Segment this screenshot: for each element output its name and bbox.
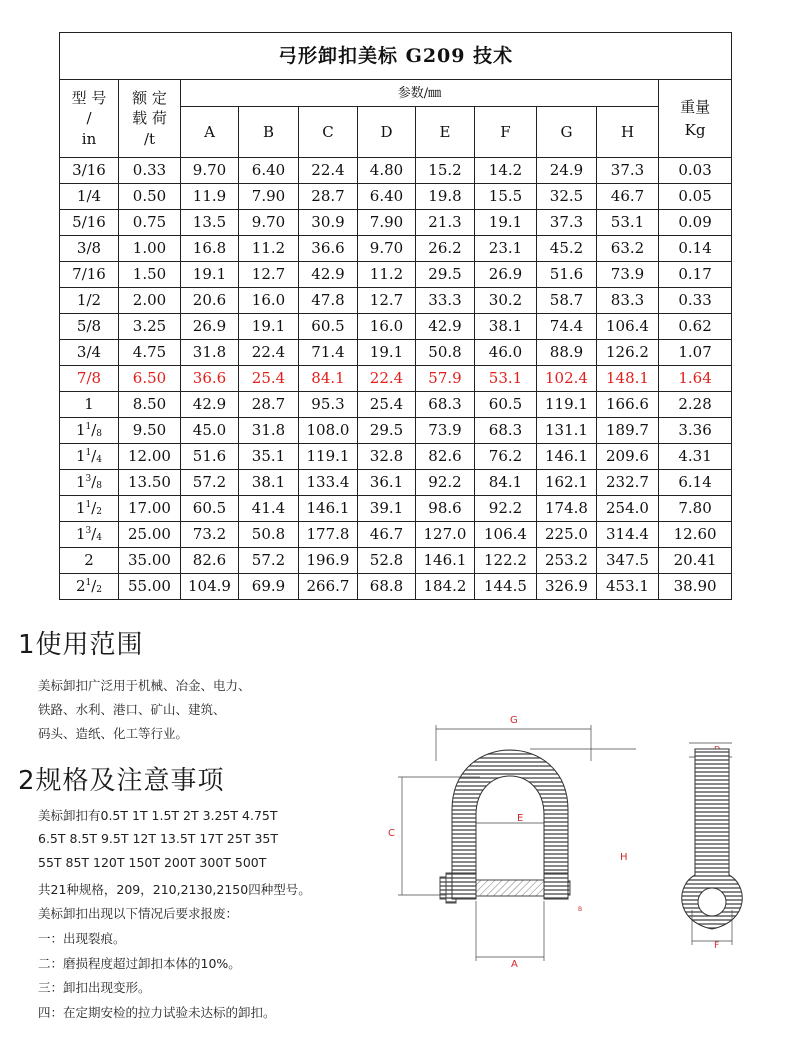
dimension-cell: 46.7: [597, 184, 659, 210]
dimension-cell: 30.2: [475, 288, 537, 314]
dimension-cell: 144.5: [475, 574, 537, 600]
size-cell: 3/16: [60, 158, 119, 184]
dimension-cell: 7.90: [358, 210, 416, 236]
dimension-cell: 119.1: [537, 392, 597, 418]
dimension-cell: 31.8: [181, 340, 239, 366]
rated-load-cell: 35.00: [119, 548, 181, 574]
dimension-cell: 36.1: [358, 470, 416, 496]
shackle-bow: [452, 750, 568, 875]
dimension-cell: 26.2: [416, 236, 475, 262]
table-row: [60, 470, 732, 496]
section2-line: 三：卸扣出现变形。: [38, 980, 151, 996]
dimension-cell: 95.3: [299, 392, 358, 418]
dimension-cell: 225.0: [537, 522, 597, 548]
dimension-cell: 23.1: [475, 236, 537, 262]
dimension-cell: 122.2: [475, 548, 537, 574]
dimension-cell: 60.5: [181, 496, 239, 522]
dimension-cell: 184.2: [416, 574, 475, 600]
dimension-cell: 15.5: [475, 184, 537, 210]
section2-line: 四：在定期安检的拉力试验未达标的卸扣。: [38, 1004, 276, 1020]
weight-cell: 6.14: [659, 470, 732, 496]
table-row: [60, 574, 732, 600]
rated-load-cell: 0.33: [119, 158, 181, 184]
weight-cell: 0.09: [659, 210, 732, 236]
rated-load-cell: 1.50: [119, 262, 181, 288]
table-row: [60, 418, 732, 444]
dimension-cell: 26.9: [475, 262, 537, 288]
dimension-cell: 33.3: [416, 288, 475, 314]
dimension-cell: 60.5: [299, 314, 358, 340]
dimension-label-g: G: [510, 715, 518, 726]
rated-load-cell: 1.00: [119, 236, 181, 262]
dimension-cell: 38.1: [475, 314, 537, 340]
dimension-cell: 28.7: [239, 392, 299, 418]
dimension-label-c: C: [388, 828, 395, 839]
dimension-label-e: E: [517, 813, 524, 824]
section2-line: 共21种规格，209，210,2130,2150四种型号。: [38, 881, 311, 897]
dimension-cell: 266.7: [299, 574, 358, 600]
rated-load-cell: 3.25: [119, 314, 181, 340]
size-cell: 7/16: [60, 262, 119, 288]
dimension-cell: 174.8: [537, 496, 597, 522]
dimension-cell: 38.1: [239, 470, 299, 496]
table-row: [60, 444, 732, 470]
dim-header-h: H: [597, 107, 659, 158]
table-row: [60, 366, 732, 392]
rated-load-cell: 8.50: [119, 392, 181, 418]
dimension-cell: 32.5: [537, 184, 597, 210]
dimension-cell: 22.4: [299, 158, 358, 184]
dimension-cell: 209.6: [597, 444, 659, 470]
dimension-cell: 11.2: [358, 262, 416, 288]
dimension-cell: 88.9: [537, 340, 597, 366]
dimension-cell: 162.1: [537, 470, 597, 496]
rated-load-cell: 9.50: [119, 418, 181, 444]
size-cell: $1^1/_2$: [60, 496, 119, 522]
dimension-cell: 57.2: [239, 548, 299, 574]
dimension-cell: 146.1: [299, 496, 358, 522]
dimension-cell: 4.80: [358, 158, 416, 184]
dimension-cell: 22.4: [358, 366, 416, 392]
rated-load-cell: 0.75: [119, 210, 181, 236]
dimension-cell: 73.2: [181, 522, 239, 548]
weight-cell: 2.28: [659, 392, 732, 418]
dimension-cell: 119.1: [299, 444, 358, 470]
weight-cell: 38.90: [659, 574, 732, 600]
dimension-cell: 22.4: [239, 340, 299, 366]
table-row: [60, 548, 732, 574]
dimension-cell: 73.9: [597, 262, 659, 288]
weight-cell: 3.36: [659, 418, 732, 444]
side-pin-hole: [698, 888, 726, 916]
dimension-cell: 26.9: [181, 314, 239, 340]
weight-cell: 4.31: [659, 444, 732, 470]
dimension-cell: 126.2: [597, 340, 659, 366]
weight-cell: 1.64: [659, 366, 732, 392]
dimension-label-b: B: [578, 906, 583, 913]
dimension-cell: 69.9: [239, 574, 299, 600]
dimension-cell: 32.8: [358, 444, 416, 470]
table-row: [60, 340, 732, 366]
dimension-cell: 82.6: [416, 444, 475, 470]
size-cell: 5/16: [60, 210, 119, 236]
dimension-cell: 30.9: [299, 210, 358, 236]
dimension-cell: 42.9: [416, 314, 475, 340]
table-row: [60, 236, 732, 262]
dimension-cell: 19.1: [239, 314, 299, 340]
dimension-cell: 35.1: [239, 444, 299, 470]
size-cell: 5/8: [60, 314, 119, 340]
dimension-cell: 9.70: [358, 236, 416, 262]
dimension-cell: 19.1: [358, 340, 416, 366]
dimension-cell: 46.0: [475, 340, 537, 366]
dimension-cell: 98.6: [416, 496, 475, 522]
weight-cell: 0.14: [659, 236, 732, 262]
section2-line: 美标卸扣有0.5T 1T 1.5T 2T 3.25T 4.75T: [38, 808, 278, 823]
dimension-label-h: H: [620, 852, 628, 863]
size-cell: 2: [60, 548, 119, 574]
weight-cell: 20.41: [659, 548, 732, 574]
weight-cell: 7.80: [659, 496, 732, 522]
dimension-cell: 131.1: [537, 418, 597, 444]
dimension-cell: 453.1: [597, 574, 659, 600]
dimension-cell: 106.4: [475, 522, 537, 548]
rated-load-cell: 17.00: [119, 496, 181, 522]
rated-load-cell: 0.50: [119, 184, 181, 210]
dim-header-c: C: [299, 107, 358, 158]
section2-line: 55T 85T 120T 150T 200T 300T 500T: [38, 855, 267, 871]
dim-header-g: G: [537, 107, 597, 158]
dimension-cell: 45.2: [537, 236, 597, 262]
dimension-cell: 58.7: [537, 288, 597, 314]
dimension-cell: 50.8: [416, 340, 475, 366]
dim-header-f: F: [475, 107, 537, 158]
dimension-cell: 92.2: [416, 470, 475, 496]
dimension-cell: 19.8: [416, 184, 475, 210]
weight-cell: 0.33: [659, 288, 732, 314]
dimension-cell: 53.1: [597, 210, 659, 236]
dimension-cell: 82.6: [181, 548, 239, 574]
dimension-cell: 74.4: [537, 314, 597, 340]
dimension-cell: 63.2: [597, 236, 659, 262]
shackle-side-diagram: [600, 735, 760, 950]
dimension-cell: 28.7: [299, 184, 358, 210]
dimension-cell: 6.40: [358, 184, 416, 210]
dimension-cell: 51.6: [537, 262, 597, 288]
dimension-cell: 146.1: [537, 444, 597, 470]
dimension-cell: 60.5: [475, 392, 537, 418]
section2-line: 一：出现裂痕。: [38, 931, 126, 946]
dimension-cell: 83.3: [597, 288, 659, 314]
dim-header-a: A: [181, 107, 239, 158]
dim-header-d: D: [358, 107, 416, 158]
rated-load-cell: 4.75: [119, 340, 181, 366]
dimension-cell: 102.4: [537, 366, 597, 392]
size-cell: 3/4: [60, 340, 119, 366]
dimension-cell: 25.4: [239, 366, 299, 392]
dimension-cell: 189.7: [597, 418, 659, 444]
dimension-cell: 253.2: [537, 548, 597, 574]
dimension-cell: 16.8: [181, 236, 239, 262]
dimension-cell: 92.2: [475, 496, 537, 522]
dimension-cell: 6.40: [239, 158, 299, 184]
dimension-cell: 42.9: [181, 392, 239, 418]
dimension-cell: 50.8: [239, 522, 299, 548]
size-cell: $2^1/_2$: [60, 574, 119, 600]
section2-line: 二：磨损程度超过卸扣本体的10%。: [38, 955, 241, 971]
dimension-cell: 127.0: [416, 522, 475, 548]
dimension-label-f: F: [714, 941, 720, 950]
dimension-cell: 232.7: [597, 470, 659, 496]
size-cell: 1/2: [60, 288, 119, 314]
size-cell: 1/4: [60, 184, 119, 210]
dimension-cell: 196.9: [299, 548, 358, 574]
dimension-cell: 25.4: [358, 392, 416, 418]
dimension-cell: 41.4: [239, 496, 299, 522]
dimension-cell: 326.9: [537, 574, 597, 600]
weight-cell: 0.17: [659, 262, 732, 288]
shackle-front-diagram: [380, 705, 600, 970]
dimension-cell: 19.1: [181, 262, 239, 288]
dimension-cell: 51.6: [181, 444, 239, 470]
dimension-cell: 9.70: [181, 158, 239, 184]
dimension-cell: 47.8: [299, 288, 358, 314]
dimension-cell: 314.4: [597, 522, 659, 548]
params-caption: 参数/㎜: [181, 80, 659, 107]
dimension-cell: 16.0: [358, 314, 416, 340]
table-row: [60, 184, 732, 210]
table-row: [60, 392, 732, 418]
dimension-cell: 29.5: [416, 262, 475, 288]
weight-cell: 0.62: [659, 314, 732, 340]
dimension-cell: 31.8: [239, 418, 299, 444]
weight-cell: 12.60: [659, 522, 732, 548]
dimension-cell: 12.7: [358, 288, 416, 314]
dimension-cell: 108.0: [299, 418, 358, 444]
dimension-cell: 13.5: [181, 210, 239, 236]
rated-load-cell: 6.50: [119, 366, 181, 392]
dimension-cell: 12.7: [239, 262, 299, 288]
dimension-cell: 21.3: [416, 210, 475, 236]
dimension-cell: 29.5: [358, 418, 416, 444]
section2-heading: 2规格及注意事项: [18, 766, 225, 796]
dimension-cell: 68.3: [475, 418, 537, 444]
dimension-cell: 9.70: [239, 210, 299, 236]
dimension-cell: 24.9: [537, 158, 597, 184]
dimension-cell: 42.9: [299, 262, 358, 288]
section1-heading: 1使用范围: [18, 630, 144, 660]
dim-header-b: B: [239, 107, 299, 158]
size-cell: $1^1/_4$: [60, 444, 119, 470]
dimension-cell: 11.9: [181, 184, 239, 210]
model-header: 型 号 / in: [60, 80, 119, 158]
dimension-cell: 45.0: [181, 418, 239, 444]
dimension-cell: 53.1: [475, 366, 537, 392]
dimension-cell: 19.1: [475, 210, 537, 236]
table-row: [60, 262, 732, 288]
dimension-cell: 14.2: [475, 158, 537, 184]
section2-line: 6.5T 8.5T 9.5T 12T 13.5T 17T 25T 35T: [38, 830, 278, 846]
dimension-cell: 71.4: [299, 340, 358, 366]
dimension-cell: 177.8: [299, 522, 358, 548]
dimension-cell: 37.3: [597, 158, 659, 184]
dimension-cell: 16.0: [239, 288, 299, 314]
dimension-cell: 20.6: [181, 288, 239, 314]
weight-cell: 0.05: [659, 184, 732, 210]
size-cell: 3/8: [60, 236, 119, 262]
weight-cell: 0.03: [659, 158, 732, 184]
dimension-cell: 166.6: [597, 392, 659, 418]
dimension-cell: 7.90: [239, 184, 299, 210]
dimension-cell: 15.2: [416, 158, 475, 184]
dimension-cell: 106.4: [597, 314, 659, 340]
section1-line: 铁路、水利、港口、矿山、建筑、: [38, 702, 226, 717]
dimension-cell: 57.2: [181, 470, 239, 496]
section1-line: 码头、造纸、化工等行业。: [38, 726, 189, 741]
dimension-cell: 57.9: [416, 366, 475, 392]
dimension-label-a: A: [511, 959, 518, 970]
section1-line: 美标卸扣广泛用于机械、冶金、电力、: [38, 678, 251, 693]
rated-load-cell: 55.00: [119, 574, 181, 600]
dimension-cell: 148.1: [597, 366, 659, 392]
dimension-cell: 76.2: [475, 444, 537, 470]
size-cell: $1^3/_8$: [60, 470, 119, 496]
dimension-cell: 11.2: [239, 236, 299, 262]
table-row: [60, 158, 732, 184]
dimension-cell: 52.8: [358, 548, 416, 574]
dimension-cell: 73.9: [416, 418, 475, 444]
table-row: [60, 288, 732, 314]
dimension-cell: 37.3: [537, 210, 597, 236]
weight-header: 重量 Kg: [659, 80, 732, 158]
table-row: [60, 496, 732, 522]
size-cell: 7/8: [60, 366, 119, 392]
dimension-cell: 104.9: [181, 574, 239, 600]
dimension-cell: 68.3: [416, 392, 475, 418]
dimension-cell: 84.1: [475, 470, 537, 496]
dim-header-e: E: [416, 107, 475, 158]
dimension-cell: 146.1: [416, 548, 475, 574]
dimension-cell: 347.5: [597, 548, 659, 574]
table-row: [60, 314, 732, 340]
section2-line: 美标卸扣出现以下情况后要求报废：: [38, 906, 239, 922]
dimension-cell: 84.1: [299, 366, 358, 392]
dimension-cell: 254.0: [597, 496, 659, 522]
rated-load-cell: 25.00: [119, 522, 181, 548]
size-cell: $1^3/_4$: [60, 522, 119, 548]
dimension-cell: 68.8: [358, 574, 416, 600]
dimension-cell: 133.4: [299, 470, 358, 496]
dimension-cell: 39.1: [358, 496, 416, 522]
size-cell: $1^1/_8$: [60, 418, 119, 444]
dimension-cell: 36.6: [299, 236, 358, 262]
table-row: [60, 522, 732, 548]
rated-load-header: 额 定 载 荷 /t: [119, 80, 181, 158]
spec-table: [59, 32, 732, 600]
weight-cell: 1.07: [659, 340, 732, 366]
rated-load-cell: 2.00: [119, 288, 181, 314]
dimension-cell: 36.6: [181, 366, 239, 392]
dimension-cell: 46.7: [358, 522, 416, 548]
rated-load-cell: 12.00: [119, 444, 181, 470]
table-row: [60, 210, 732, 236]
rated-load-cell: 13.50: [119, 470, 181, 496]
table-title: 弓形卸扣美标 G209 技术: [60, 33, 732, 80]
size-cell: 1: [60, 392, 119, 418]
